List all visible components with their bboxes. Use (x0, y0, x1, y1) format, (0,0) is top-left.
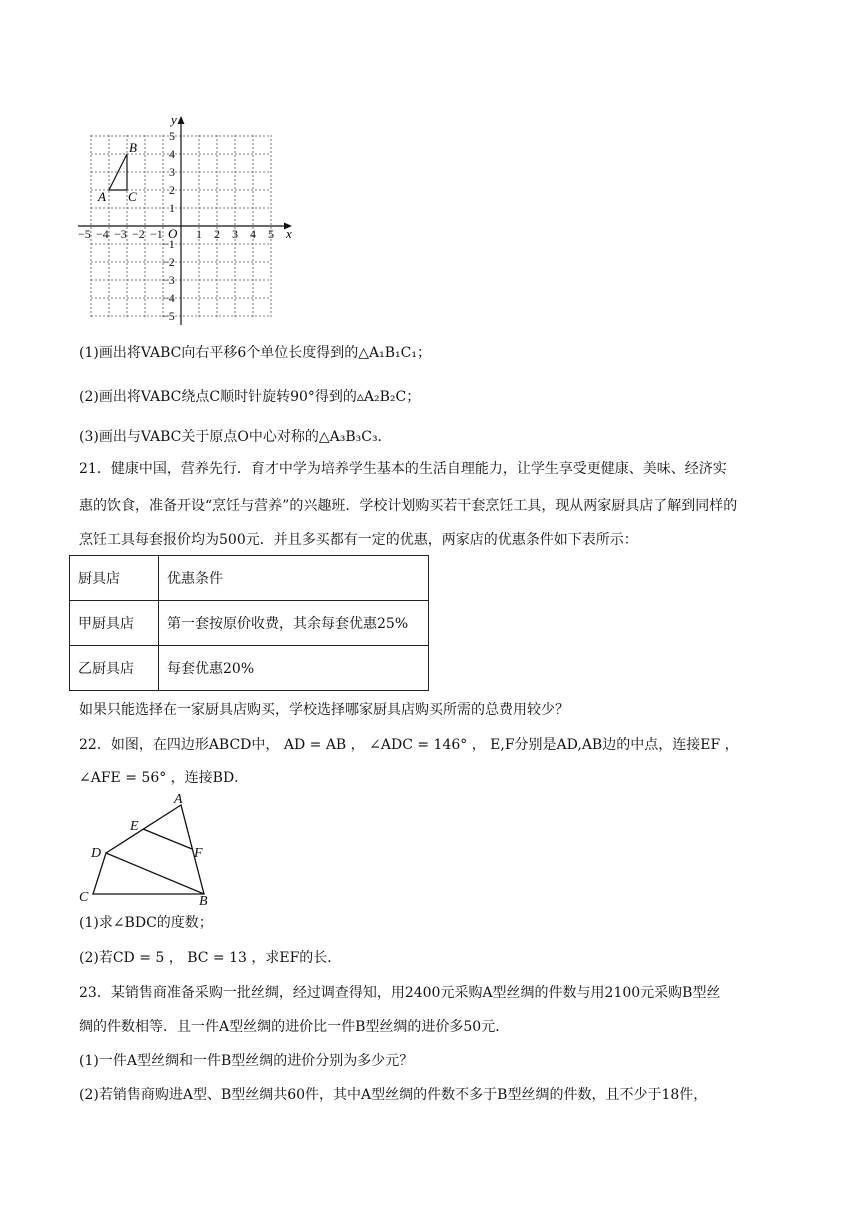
x-tick-label: −5 (78, 227, 91, 241)
y-tick-label: −5 (162, 309, 175, 323)
point-label-c: C (79, 890, 89, 905)
y-tick-label: 5 (169, 129, 175, 143)
y-axis-label: y (171, 112, 177, 127)
q21-line3: 烹饪工具每套报价均为500元．并且多买都有一定的优惠，两家店的优惠条件如下表所示： (79, 532, 638, 548)
table-cell: 每套优惠20% (159, 646, 429, 691)
point-label-f: F (194, 846, 203, 861)
x-tick-label: −4 (96, 227, 109, 241)
q21-question: 如果只能选择在一家厨具店购买，学校选择哪家厨具店购买所需的总费用较少？ (79, 702, 569, 718)
x-tick-label: 3 (232, 227, 238, 241)
quadrilateral-abcd (93, 805, 204, 894)
y-tick-label: −1 (162, 237, 175, 251)
x-tick-label: 4 (250, 227, 256, 241)
x-tick-label: 5 (268, 227, 274, 241)
q22-line2: ∠AFE = 56° ，连接BD． (79, 770, 249, 786)
q22-part1: (1)求∠BDC的度数； (79, 915, 213, 931)
q21-line1: 21．健康中国，营养先行．育才中学为培养学生基本的生活自理能力，让学生享受更健康、美味、经济实 (79, 461, 727, 477)
segment-bd (106, 853, 204, 894)
axes (78, 116, 292, 325)
x-tick-label: −2 (132, 227, 145, 241)
table-row (70, 646, 429, 691)
x-axis-label: x (286, 226, 292, 241)
q23-part2: (2)若销售商购进A型、B型丝绸共60件，其中A型丝绸的件数不多于B型丝绸的件数，且不少于18件， (79, 1087, 708, 1103)
q23-line1: 23．某销售商准备采购一批丝绸，经过调查得知，用2400元采购A型丝绸的件数与用2100元采购B型丝 (79, 985, 721, 1001)
discount-table (69, 555, 429, 691)
q21-line2: 惠的饮食，准备开设“烹饪与营养”的兴趣班．学校计划购买若干套烹饪工具，现从两家厨具店了解到同样的 (79, 498, 738, 514)
y-tick-label: −4 (162, 291, 175, 305)
y-tick-label: 3 (169, 165, 175, 179)
y-tick-label: 4 (169, 147, 175, 161)
table-row (70, 601, 429, 646)
q23-line2: 绸的件数相等．且一件A型丝绸的进价比一件B型丝绸的进价多50元． (79, 1019, 510, 1035)
point-label-a: A (98, 189, 106, 204)
x-tick-label: 2 (214, 227, 220, 241)
q20-part1: (1)画出将VABC向右平移6个单位长度得到的△A₁B₁C₁； (79, 345, 431, 361)
table-header-cell: 厨具店 (70, 556, 159, 601)
segment-ef (143, 829, 192, 849)
y-tick-label: 2 (169, 183, 175, 197)
x-tick-label: −1 (150, 227, 163, 241)
quadrilateral-figure (70, 792, 270, 912)
point-label-d: D (91, 846, 102, 861)
q20-part3: (3)画出与VABC关于原点O中心对称的△A₃B₃C₃． (79, 429, 392, 445)
table-cell: 甲厨具店 (70, 601, 159, 646)
table-row (70, 556, 429, 601)
point-label-a: A (174, 792, 183, 807)
y-tick-label: −3 (162, 273, 175, 287)
table-cell: 乙厨具店 (70, 646, 159, 691)
table-header-cell: 优惠条件 (159, 556, 429, 601)
q20-part2: (2)画出将VABC绕点C顺时针旋转90°得到的▵A₂B₂C； (79, 389, 421, 405)
q22-line1: 22．如图，在四边形ABCD中， AD = AB ， ∠ADC = 146° ， E,F分别是AD,AB边的中点，连接EF ， (79, 737, 739, 753)
y-tick-label: 1 (169, 201, 175, 215)
y-tick-label: −2 (162, 255, 175, 269)
coordinate-grid-figure (0, 0, 860, 340)
q23-part1: (1)一件A型丝绸和一件B型丝绸的进价分别为多少元？ (79, 1053, 414, 1069)
point-label-e: E (130, 819, 139, 834)
q22-part2: (2)若CD = 5 ， BC = 13 ，求EF的长． (79, 950, 342, 966)
point-label-c: C (128, 189, 137, 204)
table-cell: 第一套按原价收费，其余每套优惠25% (159, 601, 429, 646)
origin-label: O (168, 226, 178, 241)
x-tick-label: −3 (114, 227, 127, 241)
point-label-b: B (199, 894, 208, 909)
point-label-b: B (129, 140, 137, 155)
x-tick-label: 1 (196, 227, 202, 241)
